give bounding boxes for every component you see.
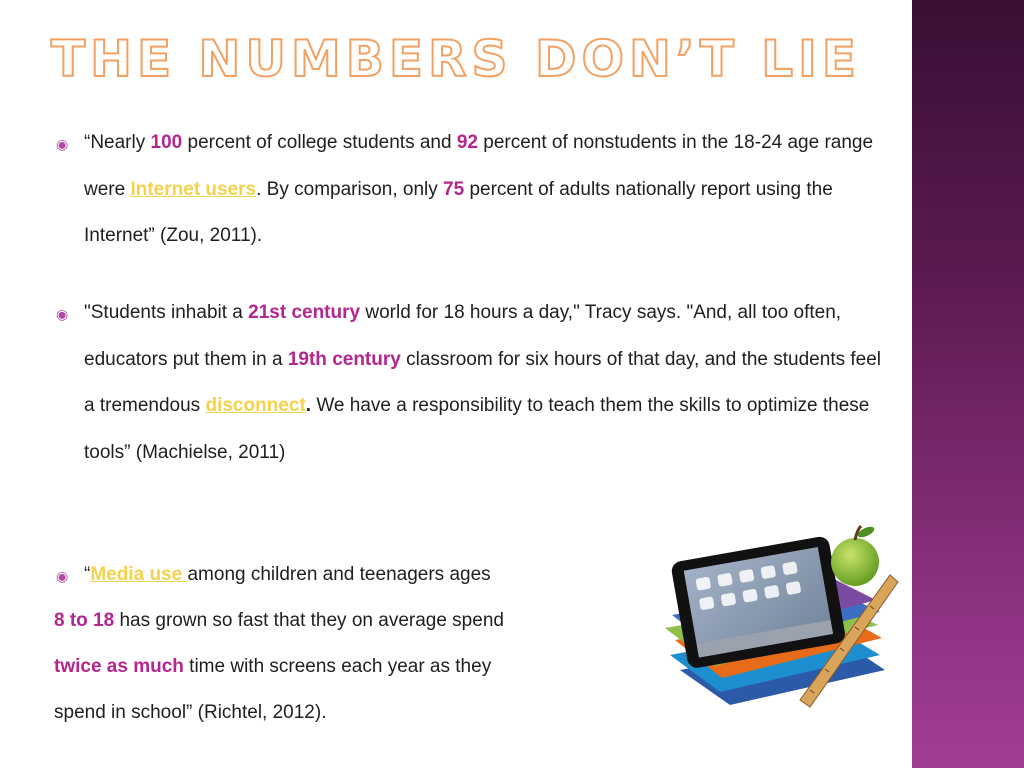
stat-92: 92 [456,132,478,153]
text-segment: “Nearly [84,132,151,153]
text-segment: percent of adults nationally report using the Internet” (Zou, 2011). [84,178,833,246]
apple-icon [831,525,879,586]
decorative-sidebar [912,0,1024,768]
bullet-icon: ◉ [56,306,69,322]
text-segment: has grown so fast that they on average spend [114,610,504,631]
text-segment: "Students inhabit a [84,302,249,323]
link-disconnect[interactable]: disconnect [205,395,306,416]
text-segment: percent of college students and [182,132,457,153]
bullet-paragraph-2 [84,290,884,476]
text-segment: among children and teenagers ages [187,564,491,585]
text-segment: percent of nonstudents in the 18-24 age range were [84,132,874,200]
bullet-paragraph-3-line-3 [54,644,654,691]
stat-75: 75 [443,178,465,200]
text-segment: We have a responsibility to teach them the skills to optimize these tools” (Machielse, 2011) [84,395,870,463]
slide-title: THE NUMBERS DON’T LIE [51,30,861,88]
text-segment: world for 18 hours a day," Tracy says. "And, all too often, educators put them in a [84,302,842,370]
bullet-paragraph-3-line-2 [54,598,654,645]
bullet-paragraph-1 [84,120,884,260]
link-internet-users[interactable]: Internet users [130,178,257,200]
text-segment: . By comparison, only [256,178,444,200]
bullet-icon: ◉ [56,136,69,152]
link-media-use[interactable]: Media use [90,564,188,585]
text-segment: . [305,395,312,416]
bullet-icon: ◉ [56,568,69,584]
highlight-21st-century: 21st century [248,302,361,323]
stat-100: 100 [150,132,183,153]
text-segment: classroom for six hours of that day, and the students feel a tremendous [84,348,882,416]
bullet-paragraph-3-line-4 [54,690,654,737]
text-segment: spend in school” (Richtel, 2012). [54,702,327,723]
tablet-books-illustration [650,520,900,715]
highlight-twice-as-much: twice as much [54,656,184,677]
text-segment: “ [84,564,91,585]
highlight-19th-century: 19th century [287,348,401,370]
highlight-8-to-18: 8 to 18 [54,610,115,631]
bullet-paragraph-3-line-1 [84,552,664,599]
text-segment: time with screens each year as they [183,656,492,677]
